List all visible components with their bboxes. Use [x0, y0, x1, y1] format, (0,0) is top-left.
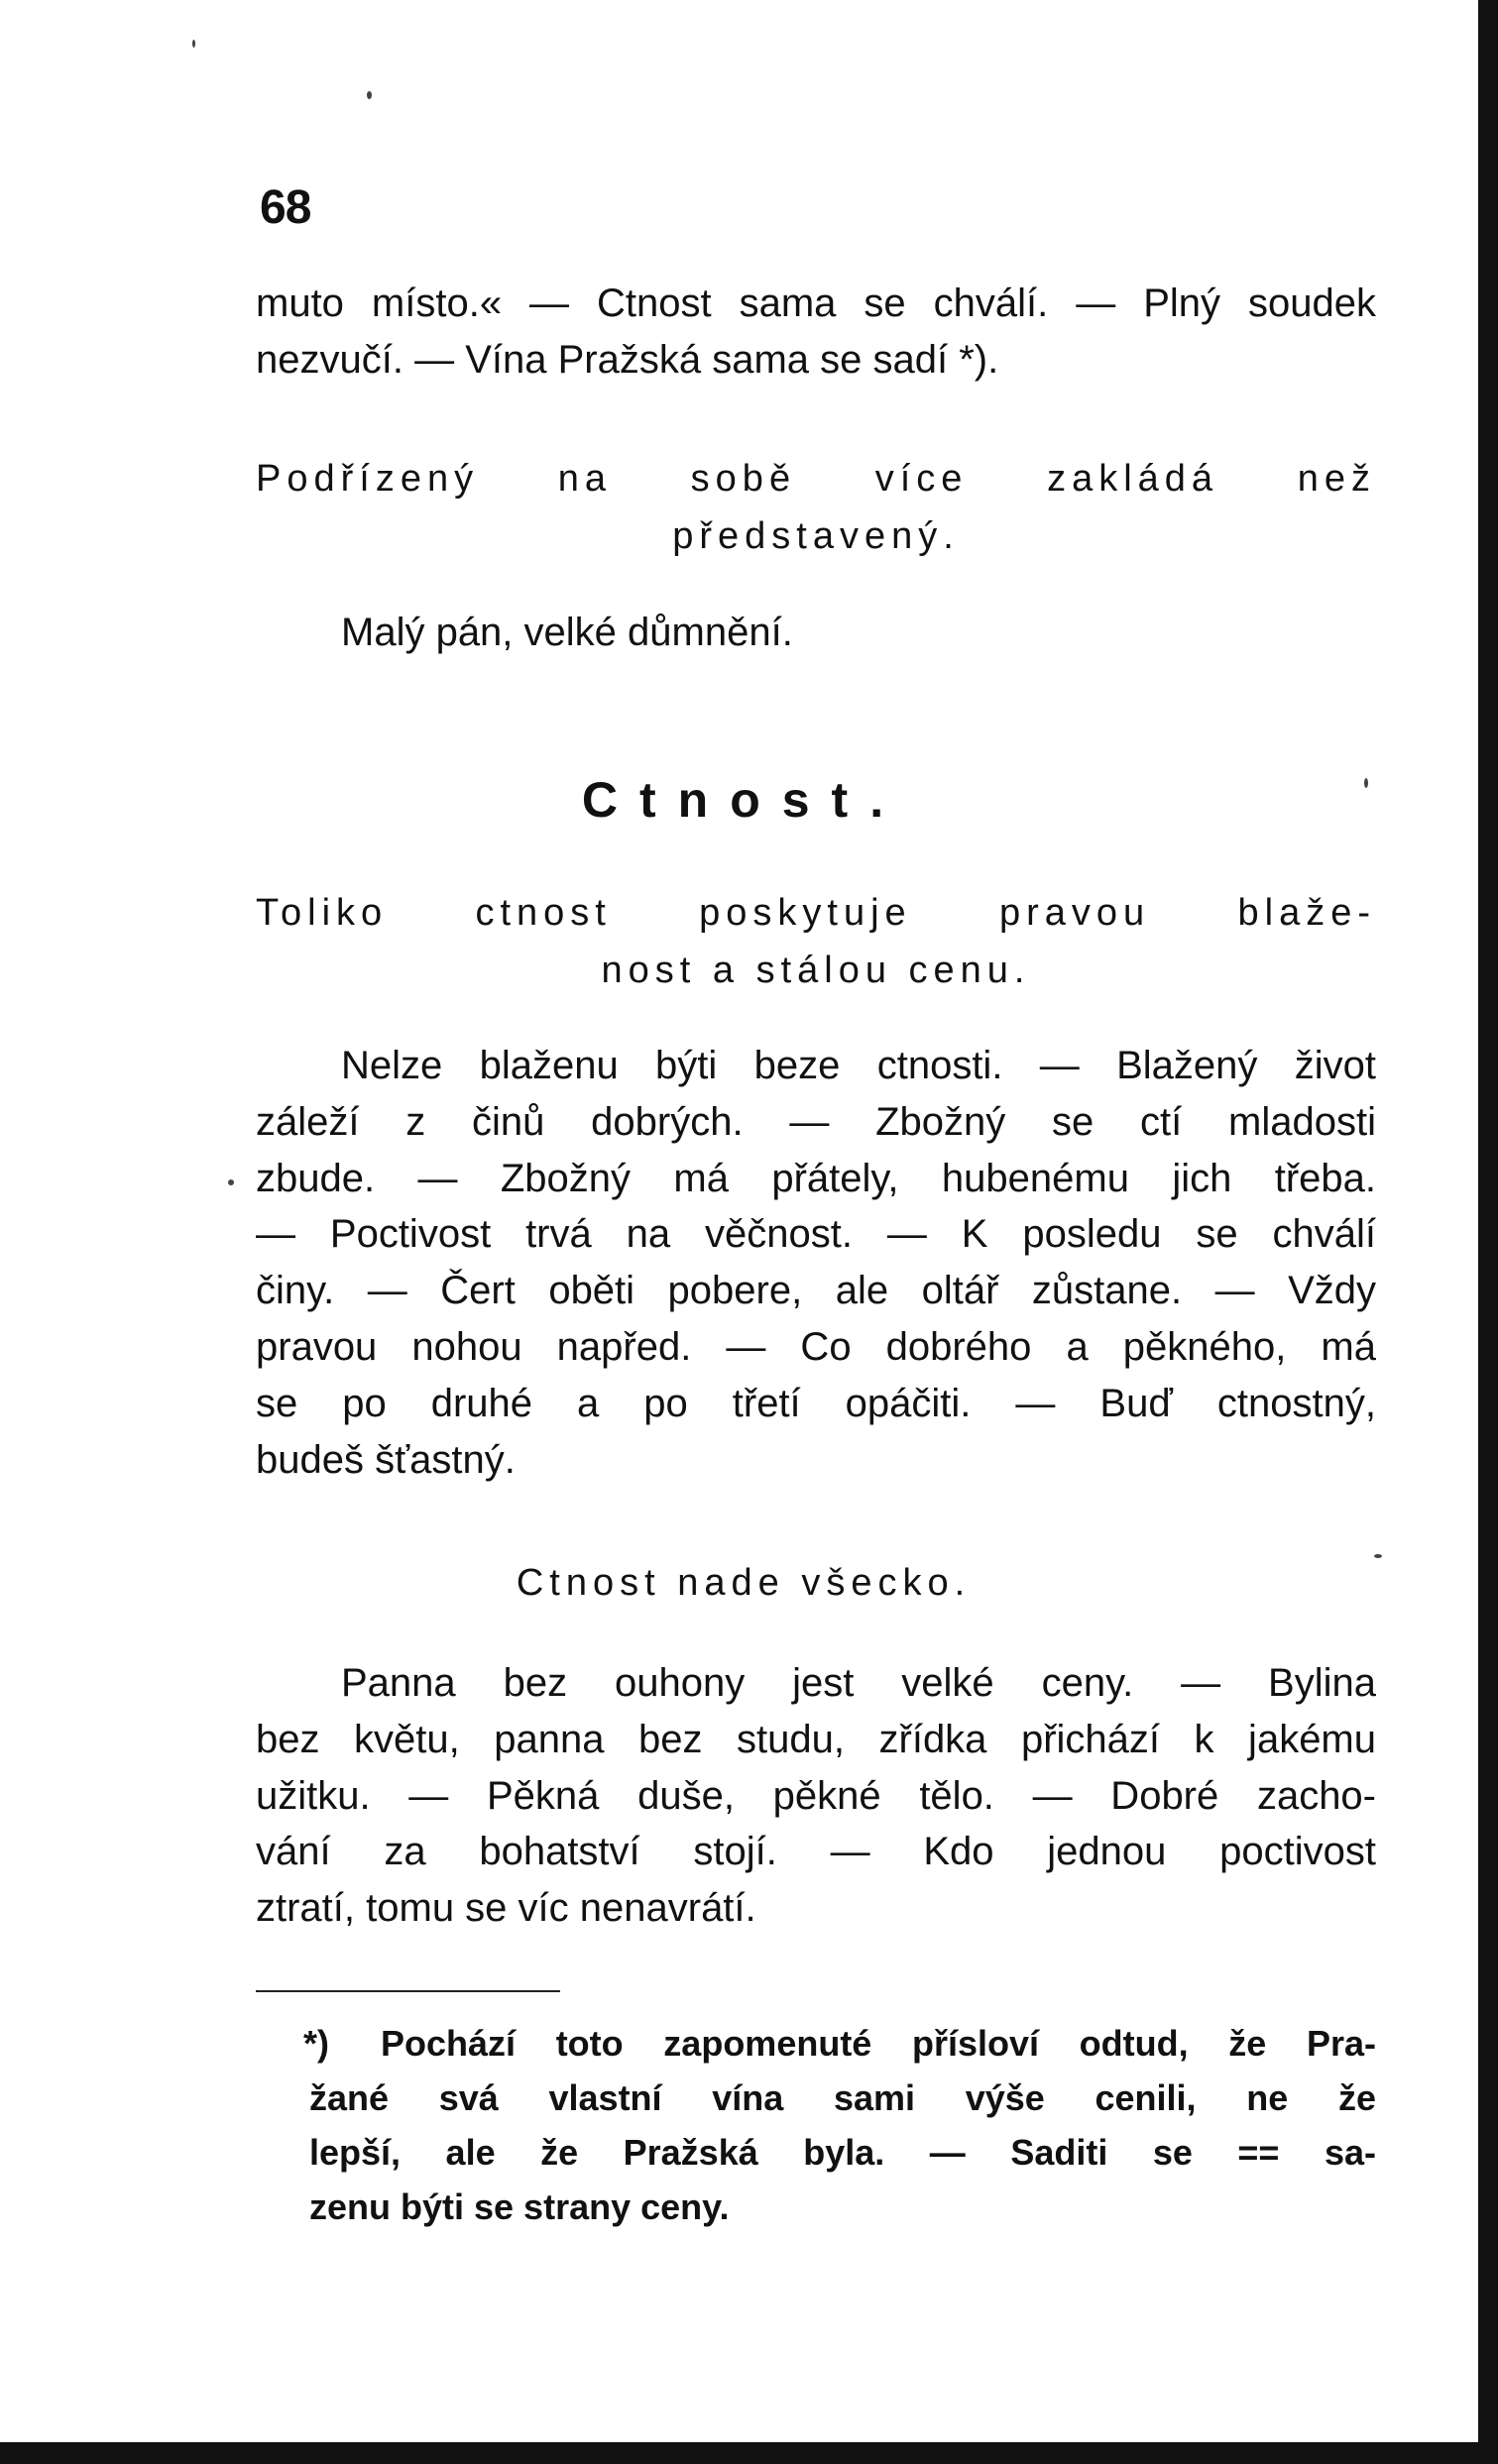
paragraph — [256, 1038, 1376, 1488]
page-number: 68 — [260, 181, 311, 234]
scan-speck — [367, 91, 372, 99]
text-line: Panna bez ouhony jest velké ceny. — Bylina — [341, 1661, 1376, 1705]
footnote-divider — [256, 1990, 560, 1992]
text-line: nost a stálou cenu. — [601, 950, 1031, 991]
text-line: Toliko ctnost poskytuje pravou blaže- — [256, 892, 1376, 934]
text-line: pravou nohou napřed. — Co dobrého a pěkného, má — [256, 1324, 1376, 1369]
text-line: činy. — Čert oběti pobere, ale oltář zůstane. — Vždy — [256, 1269, 1376, 1313]
subheading: Ctnost nade všecko. — [516, 1562, 972, 1604]
text-line: budeš šťastný. — [256, 1437, 516, 1482]
footnote — [303, 2016, 1376, 2234]
section-heading: Ctnost. — [581, 772, 906, 828]
scan-speck — [228, 1179, 234, 1185]
text-line: ztratí, tomu se víc nenavrátí. — [256, 1886, 756, 1931]
text-line: Nelze blaženu býti beze ctnosti. — Blažený život — [341, 1044, 1376, 1087]
scan-speck — [1358, 2446, 1378, 2448]
text-line: bez květu, panna bez studu, zřídka přichází k jakému — [256, 1717, 1376, 1761]
scan-speck — [192, 40, 195, 48]
text-line: muto místo.« — Ctnost sama se chválí. — Plný soudek — [256, 281, 1376, 325]
text-line: se po druhé a po třetí opáčiti. — Buď ctnostný, — [256, 1381, 1376, 1425]
text-line: užitku. — Pěkná duše, pěkné tělo. — Dobré zacho- — [256, 1773, 1376, 1818]
text-line: Pochází toto zapomenuté přísloví odtud, že Pra- — [381, 2023, 1376, 2064]
text-line: žané svá vlastní vína sami výše cenili, ne že — [309, 2077, 1376, 2118]
text-line: vání za bohatství stojí. — Kdo jednou poctivost — [256, 1830, 1376, 1874]
text-line: záleží z činů dobrých. — Zbožný se ctí mladosti — [256, 1099, 1376, 1144]
scan-speck — [1364, 778, 1368, 788]
scan-speck — [1374, 1554, 1382, 1558]
text-line: — Poctivost trvá na věčnost. — K posledu se chválí — [256, 1212, 1376, 1257]
text-line: nezvučí. — Vína Pražská sama se sadí *). — [256, 337, 999, 382]
text-line: představený. — [672, 515, 960, 557]
text-line: zenu býti se strany ceny. — [309, 2186, 730, 2227]
footnote-body — [309, 2016, 1376, 2234]
paragraph — [256, 1655, 1376, 1937]
text-line: zbude. — Zbožný má přátely, hubenému jich třeba. — [256, 1156, 1376, 1200]
text-line: Malý pán, velké důmnění. — [341, 611, 793, 654]
proverb-heading — [256, 884, 1376, 999]
text-line: lepší, ale že Pražská byla. — Saditi se == sa- — [309, 2132, 1376, 2173]
proverb-heading — [256, 450, 1376, 565]
text-line: Podřízený na sobě více zakládá než — [256, 458, 1376, 500]
footnote-marker: *) — [303, 2023, 329, 2064]
intro-paragraph — [256, 276, 1376, 389]
proverb-example — [256, 605, 1376, 661]
